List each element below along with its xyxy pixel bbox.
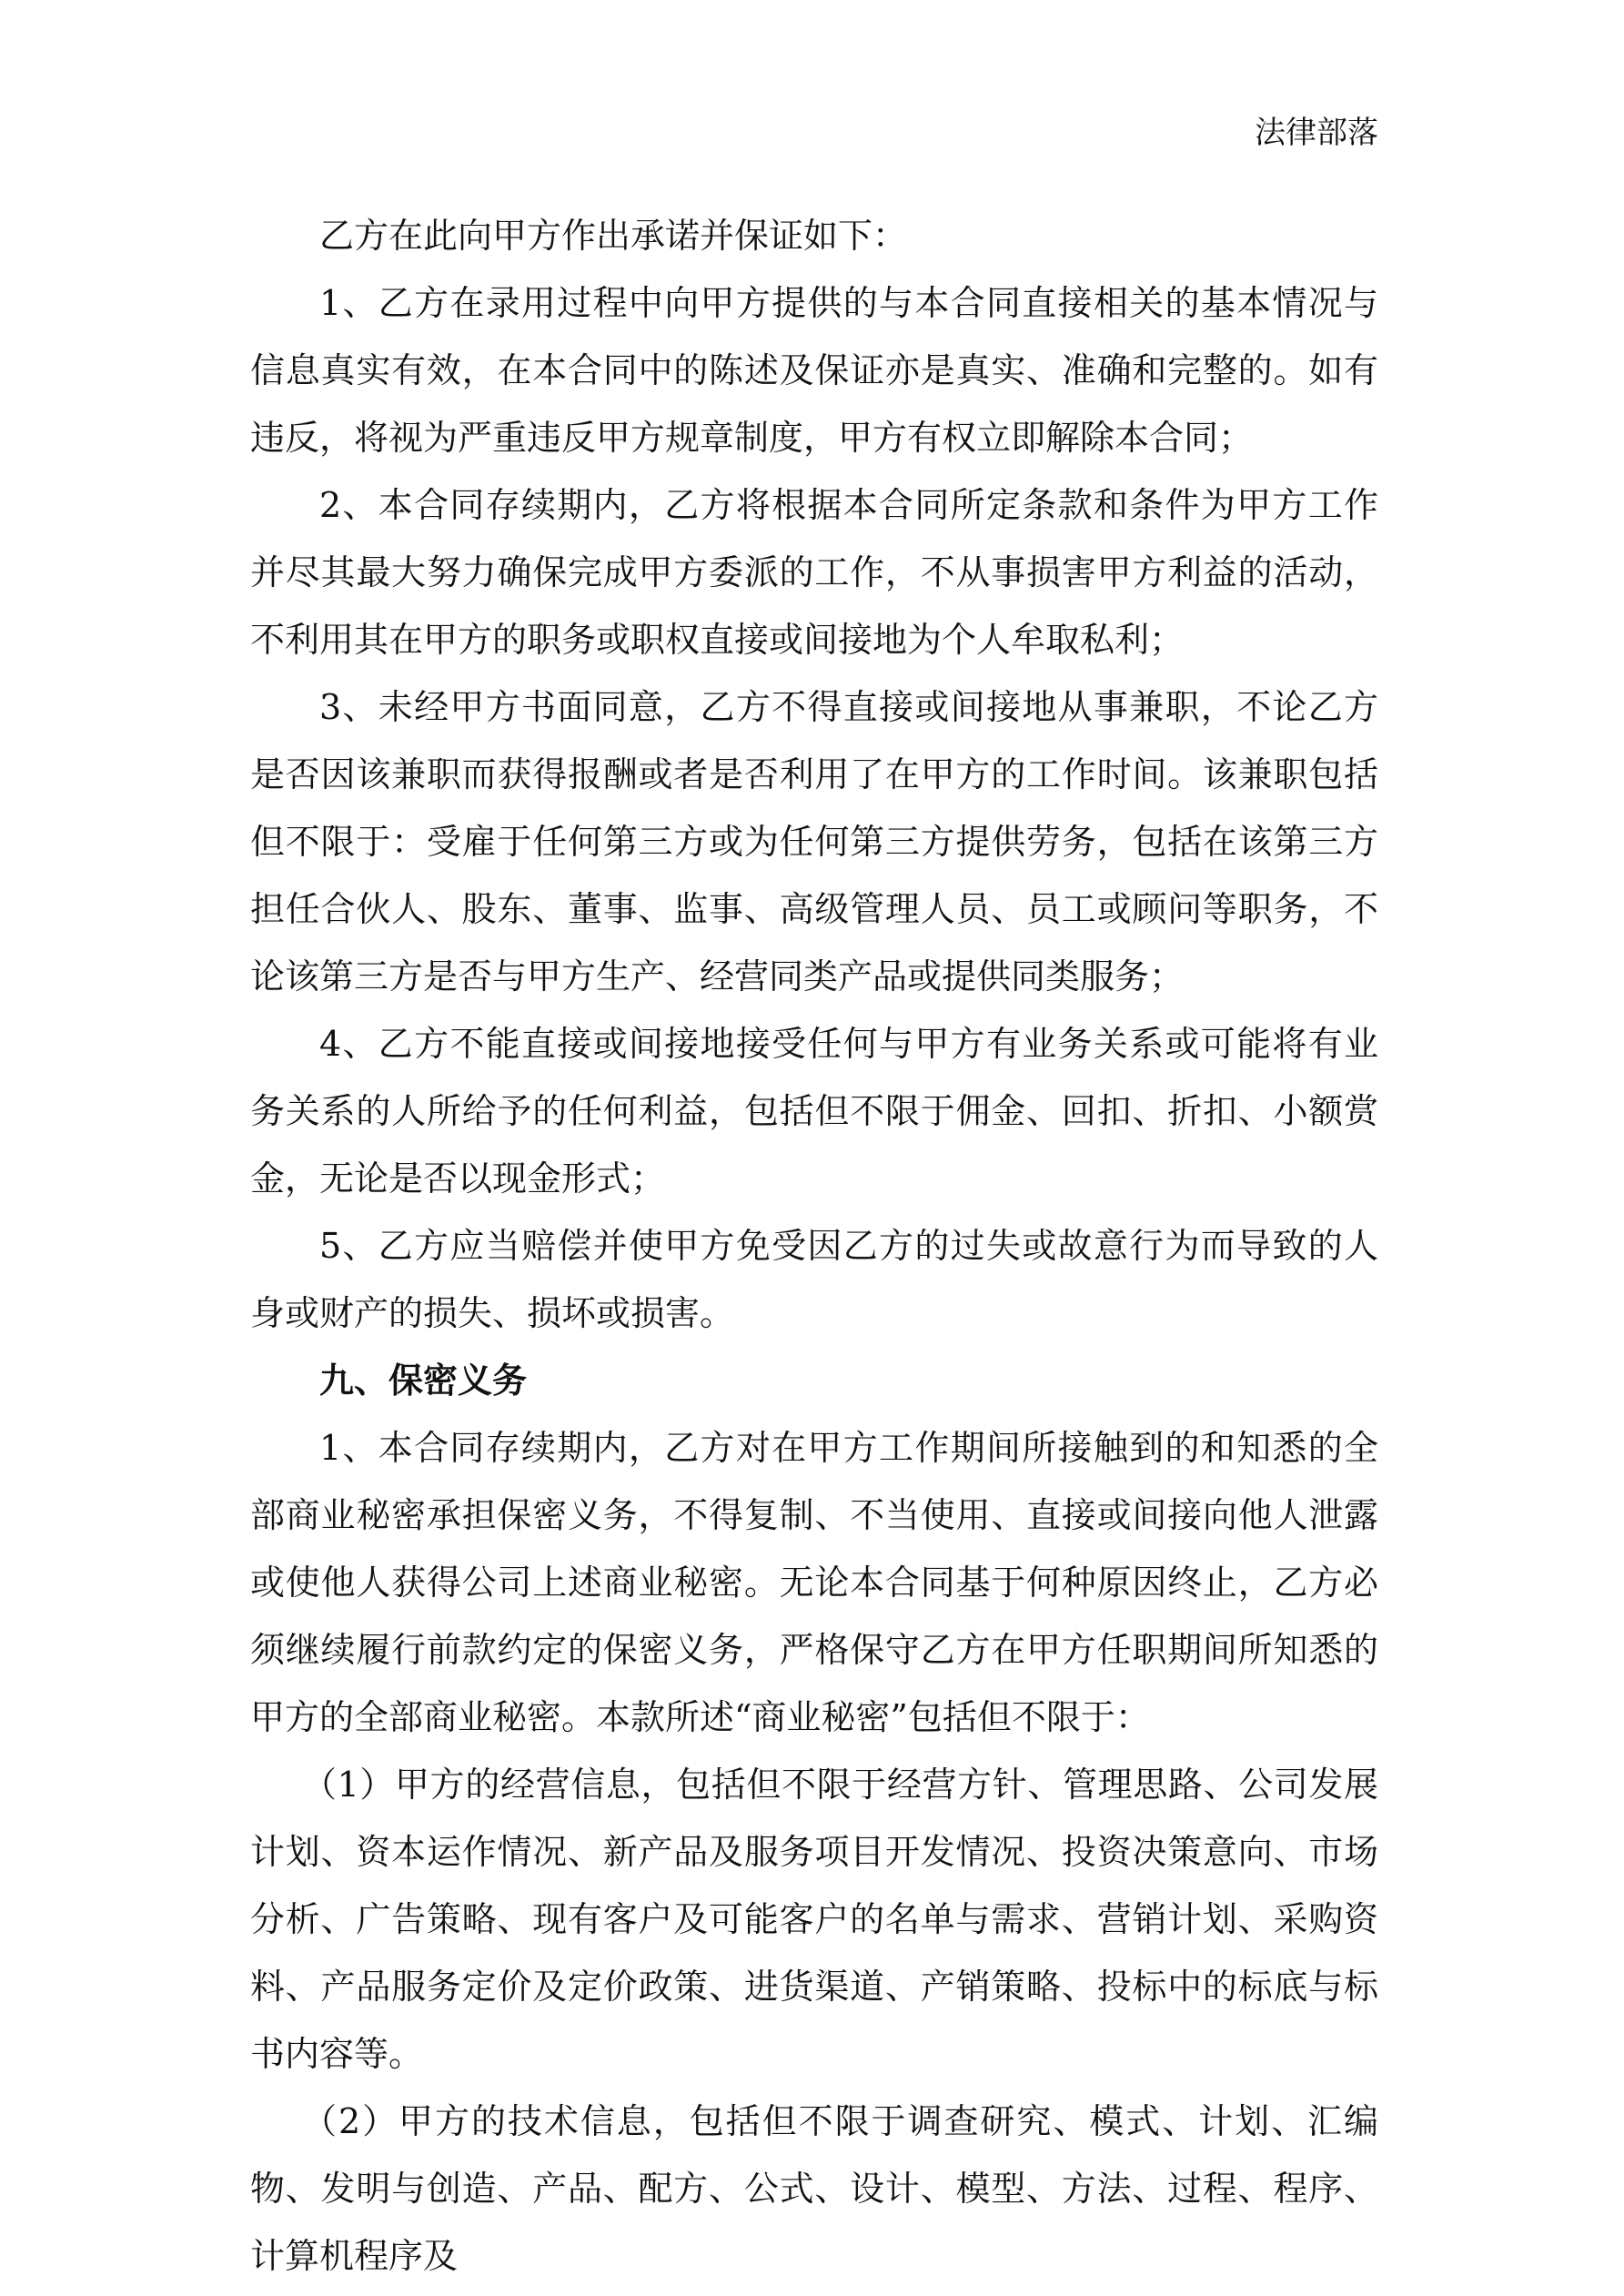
paragraph-intro: 乙方在此向甲方作出承诺并保证如下： [319, 216, 908, 256]
paragraph-technical-info: （2）甲方的技术信息，包括但不限于调查研究、模式、计划、汇编物、发明与创造、产品、配方、公式、设计、模型、方法、过程、程序、计算机程序及 [250, 2101, 1378, 2276]
paragraph-clause-2: 2、本合同存续期内，乙方将根据本合同所定条款和条件为甲方工作并尽其最大努力确保完成甲方委派的工作，不从事损害甲方利益的活动，不利用其在甲方的职务或职权直接或间接地为个人牟取私利； [250, 485, 1378, 660]
paragraph-clause-3: 3、未经甲方书面同意，乙方不得直接或间接地从事兼职，不论乙方是否因该兼职而获得报酬或者是否利用了在甲方的工作时间。该兼职包括但不限于：受雇于任何第三方或为任何第三方提供劳务，包括在该第三方担任合伙人、股东、董事、监事、高级管理人员、员工或顾问等职务，不论该第三方是否与甲方生产、经营同类产品或提供同类服务； [250, 687, 1378, 996]
document-body [250, 202, 1378, 2290]
paragraph-clause-1: 1、乙方在录用过程中向甲方提供的与本合同直接相关的基本情况与信息真实有效，在本合同中的陈述及保证亦是真实、准确和完整的。如有违反，将视为严重违反甲方规章制度，甲方有权立即解除本合同； [250, 283, 1378, 458]
section-heading-confidentiality: 九、保密义务 [319, 1360, 528, 1401]
paragraph-confidentiality-1: 1、本合同存续期内，乙方对在甲方工作期间所接触到的和知悉的全部商业秘密承担保密义务，不得复制、不当使用、直接或间接向他人泄露或使他人获得公司上述商业秘密。无论本合同基于何种原因终止，乙方必须继续履行前款约定的保密义务，严格保守乙方在甲方任职期间所知悉的甲方的全部商业秘密。本款所述“商业秘密”包括但不限于： [250, 1428, 1378, 1737]
paragraph-business-info: （1）甲方的经营信息，包括但不限于经营方针、管理思路、公司发展计划、资本运作情况、新产品及服务项目开发情况、投资决策意向、市场分析、广告策略、现有客户及可能客户的名单与需求、营销计划、采购资料、产品服务定价及定价政策、进货渠道、产销策略、投标中的标底与标书内容等。 [250, 1765, 1378, 2074]
paragraph-clause-4: 4、乙方不能直接或间接地接受任何与甲方有业务关系或可能将有业务关系的人所给予的任何利益，包括但不限于佣金、回扣、折扣、小额赏金，无论是否以现金形式； [250, 1024, 1378, 1199]
page-header: 法律部落 [1255, 115, 1378, 151]
paragraph-clause-5: 5、乙方应当赔偿并使甲方免受因乙方的过失或故意行为而导致的人身或财产的损失、损坏或损害。 [250, 1226, 1378, 1333]
